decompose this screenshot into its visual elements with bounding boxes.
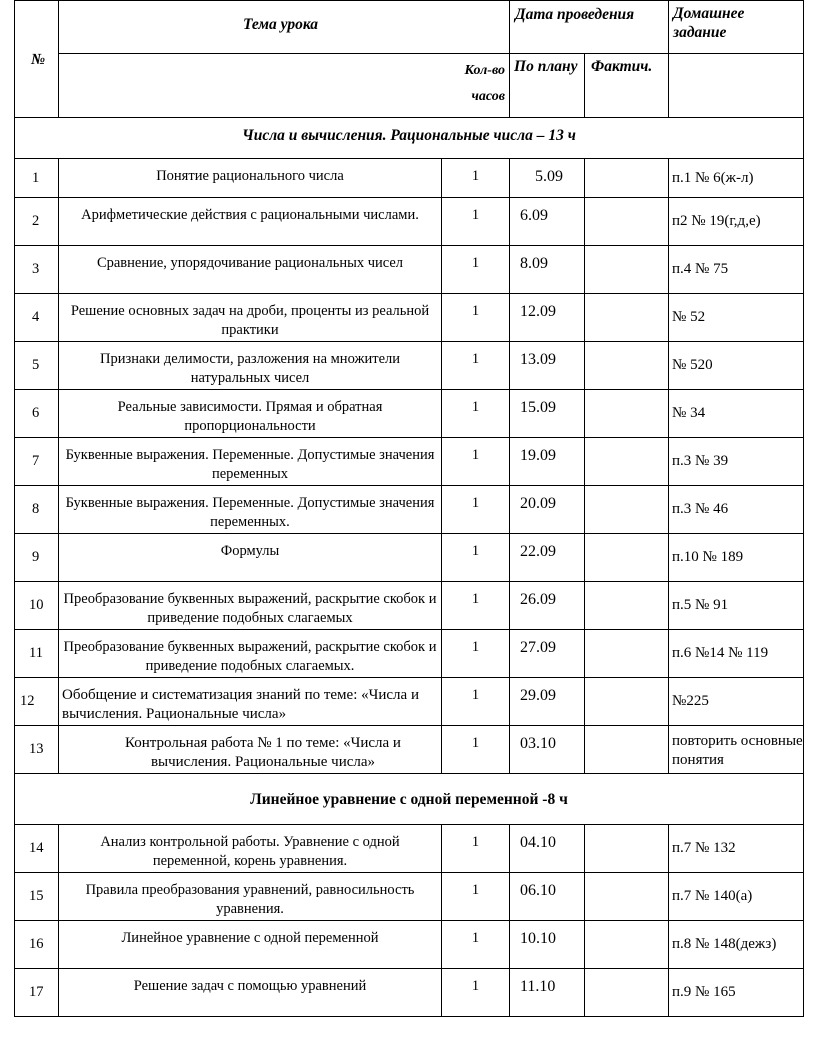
- row-num: 6: [15, 390, 59, 438]
- row-topic: Анализ контрольной работы. Уравнение с одной переменной, корень уравнения.: [59, 825, 442, 873]
- row-plan-date: 11.10: [510, 969, 585, 1017]
- row-hours: 1: [442, 246, 510, 294]
- header-row: [15, 1, 804, 54]
- row-homework: п.10 № 189: [669, 534, 804, 582]
- row-hours: 1: [442, 630, 510, 678]
- section-row: [15, 118, 804, 159]
- row-num: 14: [15, 825, 59, 873]
- row-hours: 1: [442, 582, 510, 630]
- table-row: [15, 342, 804, 390]
- row-plan-date: 03.10: [510, 726, 585, 774]
- row-plan-date: 5.09: [510, 159, 585, 198]
- table-row: [15, 726, 804, 774]
- row-topic: Арифметические действия с рациональными числами.: [59, 198, 442, 246]
- row-fact-date: [585, 726, 669, 774]
- table-row: [15, 534, 804, 582]
- row-topic: Буквенные выражения. Переменные. Допустимые значения переменных: [59, 438, 442, 486]
- section-row: [15, 774, 804, 825]
- row-fact-date: [585, 486, 669, 534]
- row-hours: 1: [442, 678, 510, 726]
- row-topic: Правила преобразования уравнений, равносильность уравнения.: [59, 873, 442, 921]
- row-plan-date: 12.09: [510, 294, 585, 342]
- row-fact-date: [585, 159, 669, 198]
- row-topic: Признаки делимости, разложения на множители натуральных чисел: [59, 342, 442, 390]
- row-fact-date: [585, 534, 669, 582]
- row-homework: п.5 № 91: [669, 582, 804, 630]
- row-hours: 1: [442, 294, 510, 342]
- row-hours: 1: [442, 726, 510, 774]
- row-fact-date: [585, 921, 669, 969]
- row-num: 8: [15, 486, 59, 534]
- table-row: [15, 198, 804, 246]
- row-fact-date: [585, 198, 669, 246]
- row-fact-date: [585, 630, 669, 678]
- table-row: [15, 390, 804, 438]
- row-topic: Реальные зависимости. Прямая и обратная пропорциональности: [59, 390, 442, 438]
- table-row: [15, 825, 804, 873]
- row-homework: п.8 № 148(дежз): [669, 921, 804, 969]
- header-hours: [442, 54, 510, 118]
- table-row: [15, 921, 804, 969]
- row-topic: Решение задач с помощью уравнений: [59, 969, 442, 1017]
- header-hours-line2: часов: [471, 89, 506, 104]
- row-topic: Понятие рационального числа: [59, 159, 442, 198]
- row-homework: п.7 № 132: [669, 825, 804, 873]
- table-row: [15, 438, 804, 486]
- row-plan-date: 29.09: [510, 678, 585, 726]
- row-hours: 1: [442, 534, 510, 582]
- row-topic: Линейное уравнение с одной переменной: [59, 921, 442, 969]
- row-num: 5: [15, 342, 59, 390]
- row-fact-date: [585, 678, 669, 726]
- row-hours: 1: [442, 342, 510, 390]
- row-homework: п.3 № 46: [669, 486, 804, 534]
- row-plan-date: 27.09: [510, 630, 585, 678]
- row-topic: Решение основных задач на дроби, проценты из реальной практики: [59, 294, 442, 342]
- table-row: [15, 873, 804, 921]
- header-subrow: [15, 54, 804, 118]
- row-fact-date: [585, 873, 669, 921]
- table-row: [15, 246, 804, 294]
- row-plan-date: 04.10: [510, 825, 585, 873]
- row-topic: Преобразование буквенных выражений, раскрытие скобок и приведение подобных слагаемых.: [59, 630, 442, 678]
- table-row: [15, 630, 804, 678]
- row-fact-date: [585, 342, 669, 390]
- row-plan-date: 15.09: [510, 390, 585, 438]
- row-hours: 1: [442, 921, 510, 969]
- row-fact-date: [585, 390, 669, 438]
- row-hours: 1: [442, 438, 510, 486]
- row-num: 10: [15, 582, 59, 630]
- row-num: 9: [15, 534, 59, 582]
- row-homework: № 52: [669, 294, 804, 342]
- row-homework: п.9 № 165: [669, 969, 804, 1017]
- header-num: №: [15, 1, 59, 118]
- row-topic: Сравнение, упорядочивание рациональных чисел: [59, 246, 442, 294]
- row-hours: 1: [442, 873, 510, 921]
- row-topic: Преобразование буквенных выражений, раскрытие скобок и приведение подобных слагаемых: [59, 582, 442, 630]
- row-hours: 1: [442, 159, 510, 198]
- row-homework: п.3 № 39: [669, 438, 804, 486]
- table-row: [15, 969, 804, 1017]
- row-plan-date: 8.09: [510, 246, 585, 294]
- row-fact-date: [585, 294, 669, 342]
- table-row: [15, 678, 804, 726]
- row-plan-date: 06.10: [510, 873, 585, 921]
- header-hours-line1: Кол-во: [464, 63, 506, 78]
- header-date: Дата проведения: [510, 1, 669, 54]
- row-homework: №225: [669, 678, 804, 726]
- row-plan-date: 6.09: [510, 198, 585, 246]
- row-num: 16: [15, 921, 59, 969]
- row-hours: 1: [442, 486, 510, 534]
- row-num: 1: [15, 159, 59, 198]
- row-topic: Контрольная работа № 1 по теме: «Числа и вычисления. Рациональные числа»: [59, 726, 442, 774]
- row-topic: Обобщение и систематизация знаний по теме: «Числа и вычисления. Рациональные числа»: [59, 678, 442, 726]
- row-num: 2: [15, 198, 59, 246]
- row-hours: 1: [442, 198, 510, 246]
- row-num: 11: [15, 630, 59, 678]
- table-row: [15, 294, 804, 342]
- row-plan-date: 26.09: [510, 582, 585, 630]
- section-title-2: Линейное уравнение с одной переменной -8 ч: [15, 774, 804, 825]
- row-fact-date: [585, 246, 669, 294]
- row-hours: 1: [442, 825, 510, 873]
- header-plan: По плану: [510, 54, 585, 118]
- row-homework: п.4 № 75: [669, 246, 804, 294]
- row-topic: Формулы: [59, 534, 442, 582]
- row-homework: п.7 № 140(а): [669, 873, 804, 921]
- row-num: 15: [15, 873, 59, 921]
- row-num: 17: [15, 969, 59, 1017]
- table-row: [15, 159, 804, 198]
- header-fact: Фактич.: [585, 54, 669, 118]
- row-plan-date: 13.09: [510, 342, 585, 390]
- row-plan-date: 22.09: [510, 534, 585, 582]
- row-homework: № 34: [669, 390, 804, 438]
- table-row: [15, 582, 804, 630]
- row-hours: 1: [442, 969, 510, 1017]
- row-fact-date: [585, 825, 669, 873]
- row-plan-date: 19.09: [510, 438, 585, 486]
- row-topic: Буквенные выражения. Переменные. Допустимые значения переменных.: [59, 486, 442, 534]
- row-num: 3: [15, 246, 59, 294]
- row-fact-date: [585, 969, 669, 1017]
- row-hours: 1: [442, 390, 510, 438]
- section-title-1: Числа и вычисления. Рациональные числа – 13 ч: [15, 118, 804, 159]
- header-homework: Домашнее задание: [669, 1, 804, 54]
- row-fact-date: [585, 438, 669, 486]
- row-num: 12: [15, 678, 59, 726]
- table-row: [15, 486, 804, 534]
- row-num: 7: [15, 438, 59, 486]
- row-homework: п.6 №14 № 119: [669, 630, 804, 678]
- row-homework: повторить основные понятия: [669, 726, 804, 774]
- header-topic: Тема урока: [59, 1, 510, 54]
- row-homework: п.1 № 6(ж-л): [669, 159, 804, 198]
- row-fact-date: [585, 582, 669, 630]
- row-homework: п2 № 19(г,д,е): [669, 198, 804, 246]
- row-plan-date: 20.09: [510, 486, 585, 534]
- row-num: 4: [15, 294, 59, 342]
- row-homework: № 520: [669, 342, 804, 390]
- row-plan-date: 10.10: [510, 921, 585, 969]
- row-num: 13: [15, 726, 59, 774]
- lesson-plan-table: [14, 0, 804, 1017]
